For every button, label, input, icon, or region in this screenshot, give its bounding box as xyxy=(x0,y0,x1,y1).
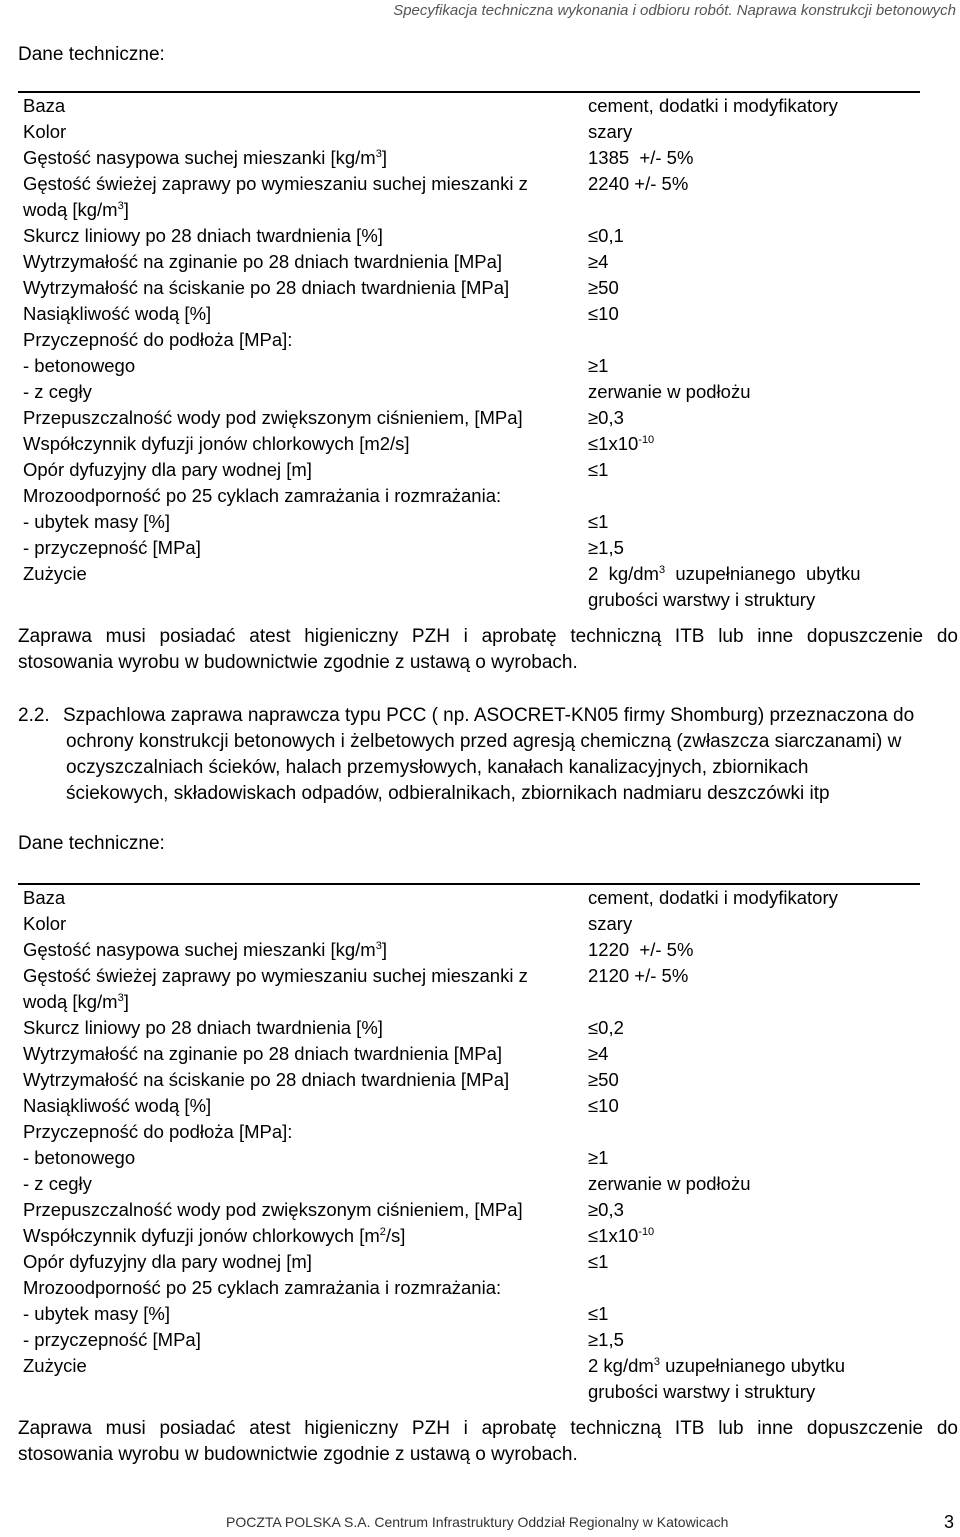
spec-label xyxy=(22,249,588,275)
spec-row xyxy=(22,1093,920,1119)
spec-row xyxy=(22,379,920,405)
spec-value xyxy=(588,1041,920,1067)
spec-label-text: Skurcz liniowy po 28 dniach twardnienia [%] xyxy=(23,225,383,246)
spec-row xyxy=(22,483,920,509)
spec-row xyxy=(22,1171,920,1197)
spec-label xyxy=(22,509,588,535)
spec-value xyxy=(588,885,920,911)
spec-row xyxy=(22,1275,920,1301)
spec-value xyxy=(588,1067,920,1093)
spec-row xyxy=(22,1223,920,1249)
spec-value xyxy=(588,989,920,1015)
spec-label-text: Nasiąkliwość wodą [%] xyxy=(23,303,212,324)
section-line: oczyszczalniach ścieków, halach przemysłowych, kanałach kanalizacyjnych, zbiornikach xyxy=(66,757,809,778)
spec-value-text: ≤1 xyxy=(588,1303,609,1324)
note-line: stosowania wyrobu w budownictwie zgodnie z ustawą o wyrobach. xyxy=(18,1444,578,1465)
spec-row xyxy=(22,885,920,911)
hygiene-note-1 xyxy=(18,624,958,676)
spec-label-tail: ] xyxy=(381,147,387,168)
spec-label-text: Gęstość nasypowa suchej mieszanki [kg/m xyxy=(23,939,376,960)
spec-row xyxy=(22,431,920,457)
section-line: ochrony konstrukcji betonowych i żelbetowych przed agresją chemiczną (zwłaszcza siarczanami) w xyxy=(66,731,902,752)
spec-value xyxy=(588,301,920,327)
spec-label-text: Wytrzymałość na zginanie po 28 dniach twardnienia [MPa] xyxy=(23,251,503,272)
superscript: -10 xyxy=(638,1225,655,1238)
spec-value xyxy=(588,1145,920,1171)
spec-row xyxy=(22,197,920,223)
spec-label-text: Mrozoodporność po 25 cyklach zamrażania i rozmrażania: xyxy=(23,485,502,506)
spec-value-text: grubości warstwy i struktury xyxy=(588,1381,816,1402)
spec-row xyxy=(22,587,920,613)
spec-label xyxy=(22,1067,588,1093)
superscript: 3 xyxy=(375,147,382,160)
spec-label xyxy=(22,1197,588,1223)
spec-value-text: 2 kg/dm xyxy=(588,1355,654,1376)
technical-data-heading: Dane techniczne: xyxy=(18,44,165,65)
spec-label xyxy=(22,379,588,405)
spec-label-tail: ] xyxy=(123,991,129,1012)
spec-label-text: Zużycie xyxy=(23,1355,87,1376)
spec-value xyxy=(588,1327,920,1353)
spec-row xyxy=(22,989,920,1015)
spec-value-text: grubości warstwy i struktury xyxy=(588,589,816,610)
spec-row xyxy=(22,509,920,535)
spec-value-text: ≤0,1 xyxy=(588,225,624,246)
spec-value-text: ≥1 xyxy=(588,1147,609,1168)
spec-label xyxy=(22,535,588,561)
spec-value xyxy=(588,561,920,587)
spec-label-text: Wytrzymałość na zginanie po 28 dniach twardnienia [MPa] xyxy=(23,1043,503,1064)
spec-label-text: Opór dyfuzyjny dla pary wodnej [m] xyxy=(23,459,312,480)
spec-label xyxy=(22,275,588,301)
spec-row xyxy=(22,1041,920,1067)
spec-row xyxy=(22,1067,920,1093)
spec-label-text: wodą [kg/m xyxy=(23,199,118,220)
spec-value xyxy=(588,197,920,223)
spec-label xyxy=(22,145,588,171)
spec-value-text: ≥4 xyxy=(588,251,609,272)
spec-value-text: cement, dodatki i modyfikatory xyxy=(588,887,838,908)
spec-value xyxy=(588,223,920,249)
spec-value xyxy=(588,93,920,119)
spec-value xyxy=(588,937,920,963)
spec-label xyxy=(22,561,588,587)
spec-label xyxy=(22,1145,588,1171)
spec-label-tail: /s] xyxy=(385,1225,406,1246)
spec-row xyxy=(22,119,920,145)
spec-label xyxy=(22,483,588,509)
spec-value xyxy=(588,1379,920,1405)
spec-row xyxy=(22,1327,920,1353)
spec-label-text: Baza xyxy=(23,95,66,116)
spec-row xyxy=(22,1197,920,1223)
spec-label xyxy=(22,1119,588,1145)
spec-label-text: - przyczepność [MPa] xyxy=(23,1329,201,1350)
spec-label xyxy=(22,119,588,145)
spec-value-text: zerwanie w podłożu xyxy=(588,381,751,402)
spec-value xyxy=(588,249,920,275)
spec-value-text: zerwanie w podłożu xyxy=(588,1173,751,1194)
spec-value xyxy=(588,1171,920,1197)
spec-label-text: Wytrzymałość na ściskanie po 28 dniach twardnienia [MPa] xyxy=(23,277,510,298)
spec-label-tail: ] xyxy=(381,939,387,960)
spec-row xyxy=(22,327,920,353)
spec-label-text: Gęstość nasypowa suchej mieszanki [kg/m xyxy=(23,147,376,168)
spec-label xyxy=(22,885,588,911)
spec-label-text: - betonowego xyxy=(23,1147,136,1168)
spec-label-tail: ] xyxy=(123,199,129,220)
spec-value xyxy=(588,1249,920,1275)
spec-value-text: ≤1x10 xyxy=(588,433,639,454)
spec-row xyxy=(22,1015,920,1041)
section-line: Szpachlowa zaprawa naprawcza typu PCC ( np. ASOCRET-KN05 firmy Shomburg) przeznaczona do xyxy=(63,705,915,726)
spec-label xyxy=(22,353,588,379)
spec-row xyxy=(22,963,920,989)
spec-label xyxy=(22,1275,588,1301)
spec-label-text: Przyczepność do podłoża [MPa]: xyxy=(23,1121,293,1142)
spec-value-text: cement, dodatki i modyfikatory xyxy=(588,95,838,116)
note-line: Zaprawa musi posiadać atest higieniczny PZH i aprobatę techniczną ITB lub inne dopuszczenie do xyxy=(18,1418,958,1439)
spec-value-text: 2120 +/- 5% xyxy=(588,965,689,986)
running-header: Specyfikacja techniczna wykonania i odbioru robót. Naprawa konstrukcji betonowych xyxy=(393,2,956,19)
spec-row xyxy=(22,1249,920,1275)
spec-label xyxy=(22,431,588,457)
spec-value xyxy=(588,353,920,379)
spec-label xyxy=(22,1093,588,1119)
spec-value-text: ≥1,5 xyxy=(588,1329,624,1350)
spec-row xyxy=(22,1119,920,1145)
spec-label xyxy=(22,301,588,327)
spec-value xyxy=(588,535,920,561)
spec-label xyxy=(22,405,588,431)
spec-row xyxy=(22,223,920,249)
spec-value xyxy=(588,119,920,145)
spec-table-1 xyxy=(22,93,920,613)
spec-label-text: Kolor xyxy=(23,913,67,934)
superscript: 3 xyxy=(658,563,666,576)
spec-value xyxy=(588,911,920,937)
spec-value-tail: uzupełnianego ubytku xyxy=(659,1355,846,1376)
spec-row xyxy=(22,1353,920,1379)
spec-value-text: szary xyxy=(588,913,633,934)
spec-label xyxy=(22,911,588,937)
spec-value xyxy=(588,457,920,483)
spec-label-text: Przepuszczalność wody pod zwiększonym ciśnieniem, [MPa] xyxy=(23,407,523,428)
spec-label-text: Opór dyfuzyjny dla pary wodnej [m] xyxy=(23,1251,312,1272)
spec-value xyxy=(588,587,920,613)
spec-value-text: ≥4 xyxy=(588,1043,609,1064)
spec-label-text: Baza xyxy=(23,887,66,908)
spec-value xyxy=(588,275,920,301)
spec-value xyxy=(588,1353,920,1379)
spec-label xyxy=(22,963,588,989)
superscript: 2 xyxy=(379,1225,386,1238)
spec-row xyxy=(22,457,920,483)
spec-row xyxy=(22,301,920,327)
spec-value xyxy=(588,145,920,171)
spec-row xyxy=(22,535,920,561)
spec-value xyxy=(588,1275,920,1301)
spec-value xyxy=(588,1015,920,1041)
spec-value-text: ≥0,3 xyxy=(588,407,624,428)
spec-label xyxy=(22,93,588,119)
section-2-2 xyxy=(18,703,960,807)
spec-value-text: 2 kg/dm xyxy=(588,563,659,584)
spec-value-text: ≥1 xyxy=(588,355,609,376)
hygiene-note-2 xyxy=(18,1416,958,1468)
spec-value-text: 1220 +/- 5% xyxy=(588,939,694,960)
spec-value xyxy=(588,327,920,353)
superscript: 3 xyxy=(653,1355,660,1368)
spec-value xyxy=(588,1093,920,1119)
note-line: stosowania wyrobu w budownictwie zgodnie z ustawą o wyrobach. xyxy=(18,652,578,673)
spec-label-text: Współczynnik dyfuzji jonów chlorkowych [m2/s] xyxy=(23,433,410,454)
spec-row xyxy=(22,911,920,937)
spec-value-text: ≥1,5 xyxy=(588,537,624,558)
spec-label-text: Współczynnik dyfuzji jonów chlorkowych [m xyxy=(23,1225,380,1246)
spec-row xyxy=(22,275,920,301)
spec-row xyxy=(22,1379,920,1405)
spec-label xyxy=(22,197,588,223)
spec-value xyxy=(588,1197,920,1223)
spec-label-text: Zużycie xyxy=(23,563,87,584)
spec-value-text: ≥50 xyxy=(588,277,619,298)
spec-label xyxy=(22,1301,588,1327)
spec-row xyxy=(22,1301,920,1327)
spec-label-text: - betonowego xyxy=(23,355,136,376)
spec-label-text: Gęstość świeżej zaprawy po wymieszaniu suchej mieszanki z xyxy=(23,965,528,986)
spec-label-text: Przyczepność do podłoża [MPa]: xyxy=(23,329,293,350)
spec-label-text: - przyczepność [MPa] xyxy=(23,537,201,558)
spec-label-text: - z cegły xyxy=(23,381,92,402)
spec-value-text: 1385 +/- 5% xyxy=(588,147,694,168)
spec-value-text: ≥0,3 xyxy=(588,1199,624,1220)
spec-row xyxy=(22,561,920,587)
spec-label xyxy=(22,457,588,483)
spec-value xyxy=(588,509,920,535)
spec-value xyxy=(588,431,920,457)
spec-value xyxy=(588,963,920,989)
spec-value xyxy=(588,1301,920,1327)
spec-value-text: ≤1 xyxy=(588,511,609,532)
spec-value-text: ≤10 xyxy=(588,1095,619,1116)
page-number: 3 xyxy=(944,1512,955,1532)
spec-label-text: wodą [kg/m xyxy=(23,991,118,1012)
spec-label xyxy=(22,989,588,1015)
spec-label-text: Nasiąkliwość wodą [%] xyxy=(23,1095,212,1116)
spec-row xyxy=(22,145,920,171)
spec-row xyxy=(22,1145,920,1171)
spec-label xyxy=(22,171,588,197)
spec-value-text: ≤1 xyxy=(588,459,609,480)
spec-label-text: Gęstość świeżej zaprawy po wymieszaniu suchej mieszanki z xyxy=(23,173,528,194)
footer-text: POCZTA POLSKA S.A. Centrum Infrastruktury Oddział Regionalny w Katowicach xyxy=(226,1514,729,1530)
section-line: ściekowych, składowiskach odpadów, odbieralnikach, zbiornikach nadmiaru deszczówki itp xyxy=(66,783,830,804)
spec-row xyxy=(22,249,920,275)
spec-label xyxy=(22,1015,588,1041)
spec-label-text: - z cegły xyxy=(23,1173,92,1194)
spec-row xyxy=(22,171,920,197)
spec-value-text: ≤1 xyxy=(588,1251,609,1272)
spec-row xyxy=(22,353,920,379)
superscript: 3 xyxy=(375,939,382,952)
spec-value xyxy=(588,171,920,197)
spec-value-text: ≤1x10 xyxy=(588,1225,639,1246)
spec-value-tail: uzupełnianego ubytku xyxy=(665,563,861,584)
spec-row xyxy=(22,93,920,119)
spec-value-text: 2240 +/- 5% xyxy=(588,173,689,194)
note-line: Zaprawa musi posiadać atest higieniczny PZH i aprobatę techniczną ITB lub inne dopuszczenie do xyxy=(18,626,958,647)
spec-value xyxy=(588,483,920,509)
superscript: 3 xyxy=(117,991,124,1004)
spec-value xyxy=(588,405,920,431)
spec-label-text: Mrozoodporność po 25 cyklach zamrażania i rozmrażania: xyxy=(23,1277,502,1298)
spec-label-text: Przepuszczalność wody pod zwiększonym ciśnieniem, [MPa] xyxy=(23,1199,523,1220)
superscript: 3 xyxy=(117,199,124,212)
spec-label xyxy=(22,1223,588,1249)
spec-label xyxy=(22,1327,588,1353)
spec-row xyxy=(22,937,920,963)
spec-label xyxy=(22,1249,588,1275)
section-number: 2.2. xyxy=(18,705,50,726)
spec-value xyxy=(588,1223,920,1249)
spec-value xyxy=(588,1119,920,1145)
spec-label-text: Skurcz liniowy po 28 dniach twardnienia [%] xyxy=(23,1017,383,1038)
spec-label xyxy=(22,223,588,249)
spec-value-text: ≤0,2 xyxy=(588,1017,624,1038)
technical-data-heading: Dane techniczne: xyxy=(18,833,165,854)
spec-label xyxy=(22,327,588,353)
spec-table-2 xyxy=(22,885,920,1405)
spec-label-text: - ubytek masy [%] xyxy=(23,511,171,532)
spec-label xyxy=(22,1353,588,1379)
spec-label xyxy=(22,1171,588,1197)
superscript: -10 xyxy=(638,433,655,446)
spec-value-text: ≥50 xyxy=(588,1069,619,1090)
spec-label-text: Kolor xyxy=(23,121,67,142)
spec-row xyxy=(22,405,920,431)
spec-label xyxy=(22,937,588,963)
spec-label-text: Wytrzymałość na ściskanie po 28 dniach twardnienia [MPa] xyxy=(23,1069,510,1090)
spec-label xyxy=(22,587,588,613)
spec-label xyxy=(22,1379,588,1405)
spec-label-text: - ubytek masy [%] xyxy=(23,1303,171,1324)
spec-value-text: ≤10 xyxy=(588,303,619,324)
spec-value-text: szary xyxy=(588,121,633,142)
spec-value xyxy=(588,379,920,405)
spec-label xyxy=(22,1041,588,1067)
